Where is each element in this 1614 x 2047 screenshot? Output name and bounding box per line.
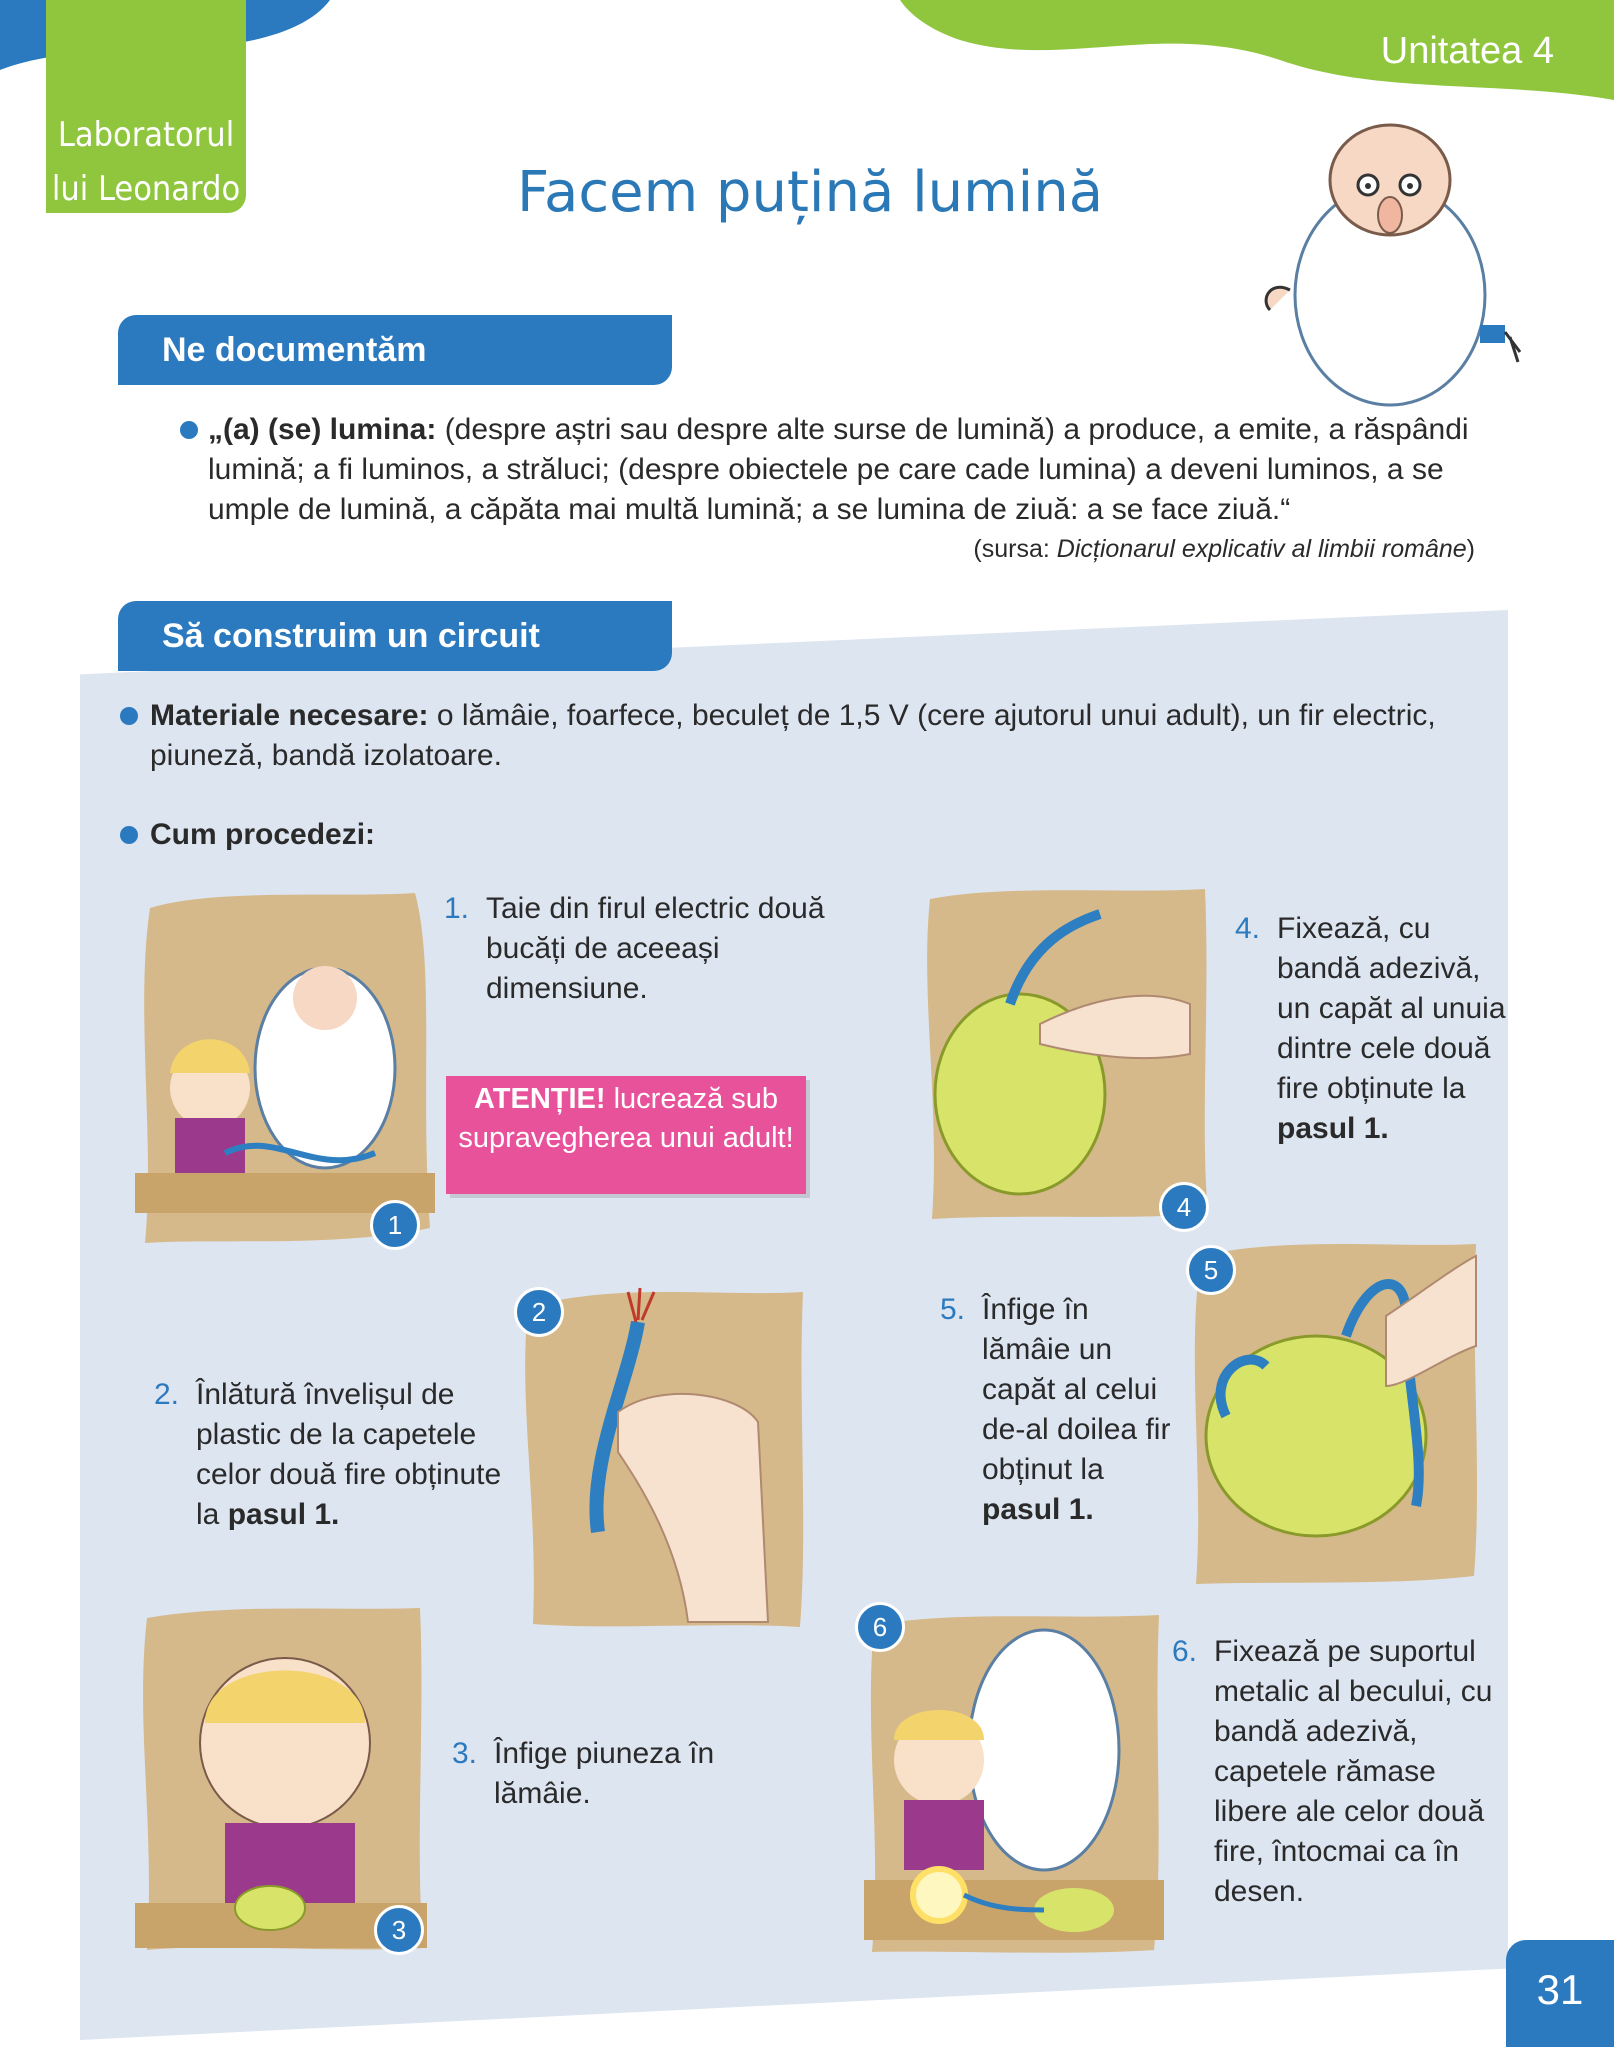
step4-illustration: [920, 884, 1210, 1220]
materials-label: Materiale necesare:: [150, 699, 429, 732]
step5-illustration: [1186, 1236, 1482, 1586]
step-2-text: [154, 1375, 516, 1535]
procedure-label-text: Cum procedezi:: [150, 818, 376, 851]
step-4-body: Fixează, cu bandă adezivă, un capăt al unuia dintre cele două fire obținute la: [1277, 912, 1506, 1105]
page-number: 31: [1506, 1940, 1614, 2047]
step6-illustration: [864, 1610, 1164, 1956]
step-4-bold: pasul 1.: [1277, 1112, 1389, 1145]
step-badge-1: 1: [370, 1200, 420, 1250]
bullet-icon: [180, 421, 198, 439]
step-badge-5: 5: [1186, 1245, 1236, 1295]
step-2-number: 2.: [154, 1378, 180, 1411]
source-title: Dicționarul explicativ al limbii române: [1056, 535, 1467, 563]
step2-illustration: [518, 1282, 808, 1632]
step-5-bold: pasul 1.: [982, 1493, 1094, 1526]
step-3-text: [452, 1734, 764, 1814]
definition-text: [208, 410, 1500, 530]
step-2-bold: pasul 1.: [227, 1498, 340, 1531]
step1-illustration: [135, 888, 435, 1250]
definition-term: „(a) (se) lumina:: [208, 413, 437, 446]
step-4-text: [1235, 909, 1507, 1149]
unit-label: Unitatea 4: [1380, 30, 1554, 72]
lab-tab-line2: lui Leonardo: [51, 169, 241, 209]
bullet-icon: [120, 826, 138, 844]
laboratory-tab: [46, 0, 246, 213]
step-4-number: 4.: [1235, 912, 1261, 945]
warning-label: ATENȚIE!: [473, 1083, 606, 1115]
step3-illustration: [135, 1603, 427, 1953]
section-heading-research: Ne documentăm: [118, 315, 672, 385]
source-suffix: ): [1466, 535, 1475, 563]
step-badge-6: 6: [855, 1602, 905, 1652]
step-1-body: Taie din firul electric două bucăți de aceeași dimensiune.: [486, 892, 825, 1005]
step-5-text: [940, 1290, 1182, 1530]
definition-body: (despre aștri sau despre alte surse de lumină) a produce, a emite, a răspândi lumină; a fi luminos, a străluci; (despre obiectele pe care cade lumina) a deveni luminos, a se umple de lumină, a căpăta mai multă lumină; a se lumina de ziuă: a se face ziuă.“: [208, 413, 1469, 526]
step-1-number: 1.: [444, 892, 470, 925]
warning-text: lucrează sub supravegherea unui adult!: [458, 1083, 794, 1154]
step-6-text: [1172, 1632, 1504, 1912]
page-title: Facem puțină lumină: [516, 160, 1104, 225]
materials-text: o lămâie, foarfece, beculeț de 1,5 V (cere ajutorul unui adult), un fir electric, piuneză, bandă izolatoare.: [150, 699, 1436, 772]
leonardo-illustration: [1250, 110, 1530, 410]
step-5-number: 5.: [940, 1293, 966, 1326]
step-3-number: 3.: [452, 1737, 478, 1770]
bullet-icon: [120, 707, 138, 725]
step-6-number: 6.: [1172, 1635, 1198, 1668]
step-badge-4: 4: [1159, 1182, 1209, 1232]
step-5-body: Înfige în lămâie un capăt al celui de-al doilea fir obținut la: [982, 1293, 1171, 1486]
source-prefix: (sursa:: [973, 535, 1057, 563]
step-badge-3: 3: [374, 1905, 424, 1955]
lab-tab-line1: Laboratorul: [57, 115, 235, 155]
definition-block: [180, 410, 1500, 566]
warning-box: [446, 1076, 806, 1194]
materials-block: [150, 696, 1510, 776]
procedure-label: [150, 818, 375, 852]
section-heading-circuit: Să construim un circuit: [118, 601, 672, 671]
step-2-body: Înlătură învelișul de plastic de la capetele celor două fire obținute la: [196, 1378, 502, 1531]
step-6-body: Fixează pe suportul metalic al becului, cu bandă adezivă, capetele rămase libere ale celor două fire, întocmai ca în desen.: [1214, 1635, 1493, 1908]
step-1-text: [444, 889, 846, 1009]
step-3-body: Înfige piuneza în lămâie.: [494, 1737, 715, 1810]
step-badge-2: 2: [514, 1287, 564, 1337]
definition-source: [180, 532, 1475, 566]
